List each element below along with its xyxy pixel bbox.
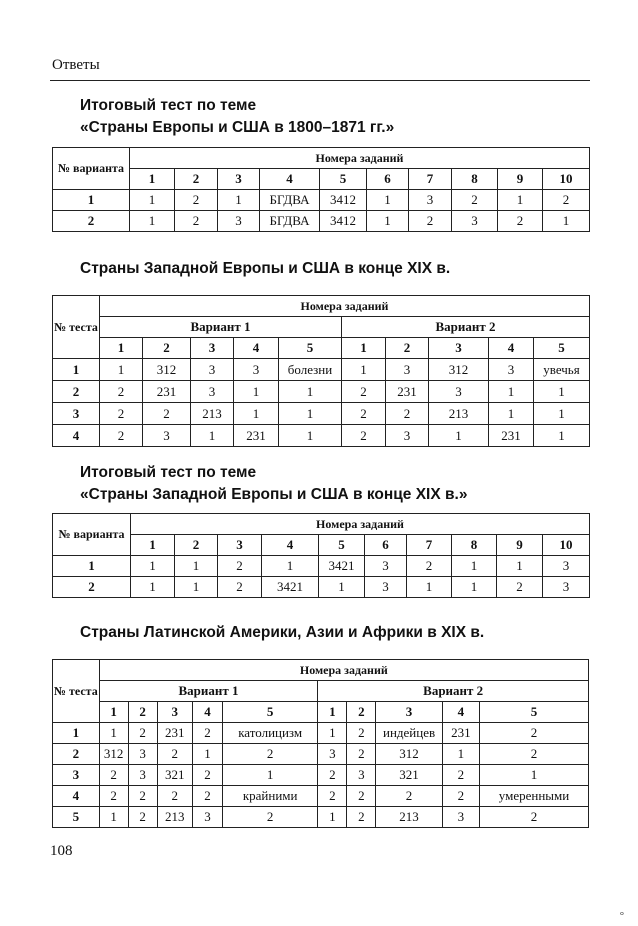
answer-cell: 1: [497, 556, 543, 577]
column-number-header: 8: [452, 169, 498, 190]
variant-header-2: Вариант 2: [318, 681, 589, 702]
answer-cell: 321: [157, 765, 192, 786]
answer-cell: 1: [279, 425, 342, 447]
answer-cell: 3: [191, 359, 234, 381]
answer-cell: 1: [489, 403, 534, 425]
section-4-heading: [80, 622, 484, 644]
answer-cell: 1: [452, 556, 497, 577]
answer-cell: 2: [386, 403, 429, 425]
table-row: [53, 381, 590, 403]
table-row: [53, 359, 590, 381]
row-id: 2: [53, 211, 130, 232]
answer-cell: 2: [342, 425, 386, 447]
answer-cell: 312: [143, 359, 191, 381]
answer-cell: 3: [218, 211, 260, 232]
answer-cell: 1: [262, 556, 319, 577]
table-row: [53, 807, 589, 828]
answer-cell: крайними: [222, 786, 317, 807]
column-number-header: 2: [128, 702, 157, 723]
answers-table-4: [52, 659, 589, 828]
column-number-header: 10: [543, 169, 590, 190]
column-number-header: 3: [157, 702, 192, 723]
answer-cell: 231: [386, 381, 429, 403]
answer-cell: БГДВА: [260, 211, 320, 232]
row-id: 2: [53, 744, 100, 765]
answer-cell: 2: [128, 786, 157, 807]
column-number-header: 2: [175, 535, 218, 556]
column-number-row: [53, 338, 590, 359]
row-id: 3: [53, 765, 100, 786]
column-number-header: 4: [442, 702, 479, 723]
answer-cell: умеренными: [480, 786, 589, 807]
answer-cell: 2: [218, 577, 262, 598]
section-2-heading-line-1: Страны Западной Европы и США в конце XIX в.: [80, 260, 451, 277]
table-row: [53, 744, 589, 765]
column-number-header: 1: [131, 535, 175, 556]
column-number-header: 2: [347, 702, 376, 723]
answer-cell: 2: [318, 765, 347, 786]
answer-cell: 1: [429, 425, 489, 447]
section-1-heading: [80, 95, 394, 139]
section-4-heading-line-1: Страны Латинской Америки, Азии и Африки в XIX в.: [80, 624, 485, 641]
corner-mark: ₒ: [620, 907, 625, 918]
answer-cell: 3: [128, 765, 157, 786]
answers-table-2: [52, 295, 590, 447]
column-number-header: 5: [480, 702, 589, 723]
answer-cell: 2: [100, 381, 143, 403]
answers-table-3: [52, 513, 590, 598]
answer-cell: БГДВА: [260, 190, 320, 211]
answer-cell: 213: [157, 807, 192, 828]
answer-cell: 3: [543, 577, 590, 598]
header-row: [53, 514, 590, 535]
table-row: [53, 556, 590, 577]
answer-cell: 3: [365, 577, 407, 598]
section-3-heading-line-2: «Страны Западной Европы и США в конце XIX в.»: [80, 486, 468, 503]
table-row: [53, 190, 590, 211]
answer-cell: 2: [100, 425, 143, 447]
answer-cell: католицизм: [222, 723, 317, 744]
answer-cell: 2: [347, 744, 376, 765]
answer-cell: 2: [128, 807, 157, 828]
section-1-heading-line-2: «Страны Европы и США в 1800–1871 гг.»: [80, 119, 395, 136]
answer-cell: 231: [157, 723, 192, 744]
answer-cell: 3: [386, 425, 429, 447]
answer-cell: 2: [347, 807, 376, 828]
group-title-header: Номера заданий: [130, 148, 590, 169]
answer-cell: 3: [386, 359, 429, 381]
answer-cell: 3: [543, 556, 590, 577]
column-number-header: 3: [376, 702, 442, 723]
answer-cell: 3: [128, 744, 157, 765]
answer-cell: 1: [442, 744, 479, 765]
table-row: [53, 577, 590, 598]
column-number-row: [53, 169, 590, 190]
column-number-header: 7: [407, 535, 452, 556]
group-title-header: Номера заданий: [100, 296, 590, 317]
table-row: [53, 425, 590, 447]
answer-cell: 3: [234, 359, 279, 381]
answer-cell: 3: [365, 556, 407, 577]
answer-cell: 2: [497, 577, 543, 598]
answer-cell: 2: [318, 786, 347, 807]
column-number-header: 3: [218, 535, 262, 556]
row-label-header: № варианта: [53, 514, 131, 556]
answer-cell: индейцев: [376, 723, 442, 744]
answer-cell: 1: [342, 359, 386, 381]
answer-cell: 1: [234, 403, 279, 425]
variant-header-2: Вариант 2: [342, 317, 590, 338]
column-number-header: 8: [452, 535, 497, 556]
page-header-title: Ответы: [52, 57, 100, 73]
answer-cell: 1: [480, 765, 589, 786]
answer-cell: 2: [175, 211, 218, 232]
answer-cell: 1: [318, 807, 347, 828]
column-number-header: 4: [489, 338, 534, 359]
column-number-header: 1: [130, 169, 175, 190]
answer-cell: 1: [319, 577, 365, 598]
answer-cell: 231: [442, 723, 479, 744]
answer-cell: 3: [318, 744, 347, 765]
answer-cell: 1: [192, 744, 222, 765]
row-id: 4: [53, 786, 100, 807]
section-1-heading-line-1: Итоговый тест по теме: [80, 97, 257, 114]
column-number-header: 4: [234, 338, 279, 359]
answer-cell: 3: [192, 807, 222, 828]
table-row: [53, 786, 589, 807]
answer-cell: 1: [130, 211, 175, 232]
column-number-header: 9: [498, 169, 543, 190]
row-label-header: № теста: [53, 660, 100, 723]
column-number-header: 9: [497, 535, 543, 556]
answer-cell: 213: [191, 403, 234, 425]
variant-row: [53, 681, 589, 702]
answer-cell: 1: [534, 425, 590, 447]
answer-cell: 3412: [320, 211, 367, 232]
answer-cell: 3: [429, 381, 489, 403]
answer-cell: 2: [157, 786, 192, 807]
row-label-header: № варианта: [53, 148, 130, 190]
answer-cell: 321: [376, 765, 442, 786]
section-3-heading-line-1: Итоговый тест по теме: [80, 464, 257, 481]
answer-cell: 3412: [320, 190, 367, 211]
answer-cell: 1: [131, 577, 175, 598]
answer-cell: 1: [234, 381, 279, 403]
answer-cell: 1: [218, 190, 260, 211]
column-number-header: 3: [191, 338, 234, 359]
answer-cell: 1: [367, 190, 409, 211]
answer-cell: 2: [192, 765, 222, 786]
column-number-header: 2: [143, 338, 191, 359]
answer-cell: 1: [489, 381, 534, 403]
variant-row: [53, 317, 590, 338]
answer-cell: 2: [543, 190, 590, 211]
answer-cell: 1: [191, 425, 234, 447]
column-number-header: 7: [409, 169, 452, 190]
table-row: [53, 765, 589, 786]
answer-cell: 1: [367, 211, 409, 232]
header-divider: [50, 80, 590, 81]
column-number-header: 4: [192, 702, 222, 723]
variant-header-1: Вариант 1: [99, 681, 318, 702]
column-number-header: 6: [365, 535, 407, 556]
answer-cell: 2: [498, 211, 543, 232]
column-number-header: 1: [99, 702, 128, 723]
answer-cell: 2: [218, 556, 262, 577]
row-id: 2: [53, 577, 131, 598]
answer-cell: 2: [99, 786, 128, 807]
answer-cell: 2: [480, 723, 589, 744]
answer-cell: 2: [347, 786, 376, 807]
answer-cell: 312: [429, 359, 489, 381]
column-number-header: 5: [319, 535, 365, 556]
answer-cell: 1: [279, 381, 342, 403]
column-number-header: 5: [279, 338, 342, 359]
answer-cell: 231: [234, 425, 279, 447]
answer-cell: 1: [130, 190, 175, 211]
answer-cell: 3: [409, 190, 452, 211]
answer-cell: 3: [442, 807, 479, 828]
table-row: [53, 403, 590, 425]
table-row: [53, 723, 589, 744]
variant-header-1: Вариант 1: [100, 317, 342, 338]
answer-cell: 1: [543, 211, 590, 232]
answer-cell: 2: [222, 807, 317, 828]
answer-cell: 1: [407, 577, 452, 598]
column-number-header: 4: [262, 535, 319, 556]
header-row: [53, 148, 590, 169]
answer-cell: 2: [175, 190, 218, 211]
group-title-header: Номера заданий: [131, 514, 590, 535]
answer-cell: 2: [342, 403, 386, 425]
row-id: 5: [53, 807, 100, 828]
answer-cell: 231: [143, 381, 191, 403]
column-number-header: 1: [100, 338, 143, 359]
answer-cell: 1: [534, 381, 590, 403]
column-number-header: 6: [367, 169, 409, 190]
column-number-header: 2: [175, 169, 218, 190]
column-number-header: 10: [543, 535, 590, 556]
row-id: 1: [53, 359, 100, 381]
answer-cell: 1: [279, 403, 342, 425]
answer-cell: 3: [191, 381, 234, 403]
section-3-heading: [80, 462, 467, 506]
row-label-header: № теста: [53, 296, 100, 359]
answer-cell: болезни: [279, 359, 342, 381]
answer-cell: увечья: [534, 359, 590, 381]
column-number-header: 1: [318, 702, 347, 723]
answer-cell: 213: [429, 403, 489, 425]
row-id: 2: [53, 381, 100, 403]
row-id: 3: [53, 403, 100, 425]
answer-cell: 3: [347, 765, 376, 786]
answer-cell: 1: [99, 723, 128, 744]
answer-cell: 1: [175, 577, 218, 598]
row-id: 1: [53, 190, 130, 211]
answer-cell: 312: [376, 744, 442, 765]
answer-cell: 2: [407, 556, 452, 577]
answer-cell: 3: [452, 211, 498, 232]
answers-table-1: [52, 147, 590, 232]
answer-cell: 3421: [262, 577, 319, 598]
table-row: [53, 211, 590, 232]
row-id: 1: [53, 723, 100, 744]
answer-cell: 2: [342, 381, 386, 403]
column-number-header: 1: [342, 338, 386, 359]
column-number-row: [53, 535, 590, 556]
group-title-header: Номера заданий: [99, 660, 588, 681]
column-number-header: 3: [218, 169, 260, 190]
column-number-header: 2: [386, 338, 429, 359]
answer-cell: 1: [452, 577, 497, 598]
answer-cell: 231: [489, 425, 534, 447]
answer-cell: 2: [376, 786, 442, 807]
answer-cell: 3421: [319, 556, 365, 577]
column-number-header: 3: [429, 338, 489, 359]
answer-cell: 2: [157, 744, 192, 765]
column-number-header: 4: [260, 169, 320, 190]
answer-cell: 1: [534, 403, 590, 425]
row-id: 1: [53, 556, 131, 577]
page-number: 108: [50, 843, 73, 859]
answer-cell: 2: [99, 765, 128, 786]
answer-cell: 2: [192, 723, 222, 744]
answer-cell: 1: [100, 359, 143, 381]
answer-cell: 1: [131, 556, 175, 577]
answer-cell: 2: [409, 211, 452, 232]
section-2-heading: [80, 258, 450, 280]
answer-cell: 2: [347, 723, 376, 744]
answer-cell: 213: [376, 807, 442, 828]
answer-cell: 1: [175, 556, 218, 577]
answer-cell: 2: [222, 744, 317, 765]
answer-cell: 2: [442, 786, 479, 807]
column-number-header: 5: [320, 169, 367, 190]
answer-cell: 2: [192, 786, 222, 807]
answer-cell: 2: [442, 765, 479, 786]
answer-cell: 2: [143, 403, 191, 425]
answer-cell: 2: [480, 807, 589, 828]
column-number-header: 5: [222, 702, 317, 723]
answer-cell: 2: [480, 744, 589, 765]
answer-cell: 1: [99, 807, 128, 828]
answer-cell: 2: [128, 723, 157, 744]
column-number-header: 5: [534, 338, 590, 359]
header-row: [53, 296, 590, 317]
row-id: 4: [53, 425, 100, 447]
answer-cell: 3: [143, 425, 191, 447]
header-row: [53, 660, 589, 681]
answer-cell: 3: [489, 359, 534, 381]
answer-cell: 2: [452, 190, 498, 211]
answer-cell: 1: [222, 765, 317, 786]
answer-cell: 312: [99, 744, 128, 765]
answer-cell: 1: [498, 190, 543, 211]
column-number-row: [53, 702, 589, 723]
answer-cell: 1: [318, 723, 347, 744]
answer-cell: 2: [100, 403, 143, 425]
